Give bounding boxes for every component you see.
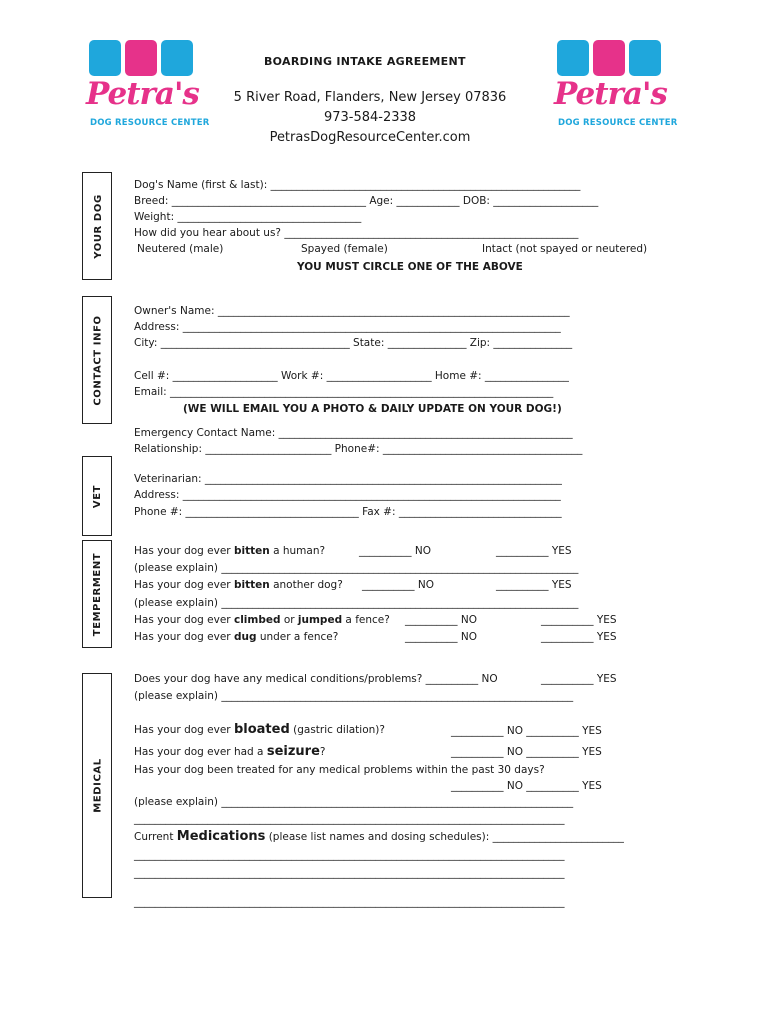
logo-left: [84, 36, 210, 136]
owner-name-field[interactable]: Owner's Name: ___________________________________________________________________: [134, 305, 570, 317]
relationship-field[interactable]: Relationship: ________________________ Phone#: ______________________________________: [134, 443, 583, 455]
q-seizure-answer[interactable]: __________ NO __________ YES: [451, 746, 602, 758]
q-bitten-human: Has your dog ever bitten a human?: [134, 545, 326, 557]
q-bitten-dog-explain[interactable]: (please explain) ____________________________________________________________________: [134, 597, 579, 609]
q-bitten-human-explain[interactable]: (please explain) ____________________________________________________________________: [134, 562, 579, 574]
ribbon-icon: [125, 40, 157, 76]
dog-sit-icon: [557, 40, 589, 76]
email-field[interactable]: Email: _________________________________________________________________________: [134, 386, 554, 398]
breed-age-dob-field[interactable]: Breed: _____________________________________ Age: ____________ DOB: ____________________: [134, 195, 599, 207]
q-treated-explain[interactable]: (please explain) ___________________________________________________________________: [134, 796, 574, 808]
section-label: MEDICAL: [92, 758, 104, 813]
section-your-dog: [82, 172, 112, 280]
option-intact[interactable]: Intact (not spayed or neutered): [482, 243, 648, 255]
city-state-zip-field[interactable]: City: ____________________________________ State: _______________ Zip: _______________: [134, 337, 573, 349]
section-label: YOUR DOG: [92, 193, 104, 259]
section-vet: [82, 456, 112, 536]
q-bitten-human-yes[interactable]: __________ YES: [496, 545, 572, 557]
q-dug-yes[interactable]: __________ YES: [541, 631, 617, 643]
veterinarian-field[interactable]: Veterinarian: ____________________________________________________________________: [134, 473, 562, 485]
q-treated: Has your dog been treated for any medical problems within the past 30 days?: [134, 764, 545, 776]
q-climbed-yes[interactable]: __________ YES: [541, 614, 617, 626]
logo-sub: DOG RESOURCE CENTER: [558, 118, 678, 128]
q-treated-answer[interactable]: __________ NO __________ YES: [451, 780, 602, 792]
owner-address-field[interactable]: Address: ________________________________________________________________________: [134, 321, 561, 333]
q-seizure: Has your dog ever had a seizure?: [134, 744, 326, 759]
dog-sit-icon: [89, 40, 121, 76]
logo-brand: Petra's: [554, 76, 667, 112]
q-bloated: Has your dog ever bloated (gastric dilation)?: [134, 722, 385, 737]
section-label: VET: [92, 484, 104, 508]
q-climbed-jumped: Has your dog ever climbed or jumped a fence?: [134, 614, 390, 626]
q-medical-conditions[interactable]: Does your dog have any medical conditions/problems? __________ NO: [134, 673, 498, 685]
section-temperament: [82, 540, 112, 648]
circle-note: YOU MUST CIRCLE ONE OF THE ABOVE: [297, 261, 523, 273]
website: PetrasDogResourceCenter.com: [269, 130, 471, 145]
option-spayed[interactable]: Spayed (female): [301, 243, 388, 255]
logo-sub: DOG RESOURCE CENTER: [90, 118, 210, 128]
section-contact-info: [82, 296, 112, 424]
q-medical-explain[interactable]: (please explain) ___________________________________________________________________: [134, 690, 574, 702]
q-dug: Has your dog ever dug under a fence?: [134, 631, 339, 643]
q-bitten-dog-yes[interactable]: __________ YES: [496, 579, 572, 591]
vet-phone-fax-field[interactable]: Phone #: _________________________________ Fax #: _______________________________: [134, 506, 562, 518]
emergency-contact-field[interactable]: Emergency Contact Name: ________________________________________________________: [134, 427, 573, 439]
blank-line[interactable]: __________________________________________________________________________________: [134, 896, 565, 908]
dog-name-field[interactable]: Dog's Name (first & last): ___________________________________________________________: [134, 179, 581, 191]
q-medical-conditions-yes[interactable]: __________ YES: [541, 673, 617, 685]
ribbon-icon: [593, 40, 625, 76]
q-medications[interactable]: Current Medications (please list names and dosing schedules): _________________________: [134, 829, 624, 844]
blank-line[interactable]: __________________________________________________________________________________: [134, 813, 565, 825]
q-dug-no[interactable]: __________ NO: [405, 631, 477, 643]
q-bloated-answer[interactable]: __________ NO __________ YES: [451, 725, 602, 737]
q-climbed-no[interactable]: __________ NO: [405, 614, 477, 626]
blank-line[interactable]: __________________________________________________________________________________: [134, 849, 565, 861]
blank-line[interactable]: __________________________________________________________________________________: [134, 867, 565, 879]
section-label: TEMPERMENT: [92, 552, 104, 636]
weight-field[interactable]: Weight: ___________________________________: [134, 211, 362, 223]
q-bitten-dog-no[interactable]: __________ NO: [362, 579, 434, 591]
dog-water-icon: [629, 40, 661, 76]
page-title: BOARDING INTAKE AGREEMENT: [264, 55, 466, 68]
section-medical: [82, 673, 112, 898]
dog-water-icon: [161, 40, 193, 76]
logo-brand: Petra's: [86, 76, 199, 112]
q-bitten-human-no[interactable]: __________ NO: [359, 545, 431, 557]
email-note: (WE WILL EMAIL YOU A PHOTO & DAILY UPDATE ON YOUR DOG!): [183, 403, 562, 415]
heard-about-field[interactable]: How did you hear about us? ________________________________________________________: [134, 227, 579, 239]
q-bitten-dog: Has your dog ever bitten another dog?: [134, 579, 343, 591]
logo-right: [552, 36, 678, 136]
phones-field[interactable]: Cell #: ____________________ Work #: ____________________ Home #: ________________: [134, 370, 569, 382]
section-label: CONTACT INFO: [92, 314, 104, 406]
vet-address-field[interactable]: Address: ________________________________________________________________________: [134, 489, 561, 501]
option-neutered[interactable]: Neutered (male): [137, 243, 224, 255]
phone: 973-584-2338: [323, 110, 417, 125]
address: 5 River Road, Flanders, New Jersey 07836: [233, 90, 507, 105]
